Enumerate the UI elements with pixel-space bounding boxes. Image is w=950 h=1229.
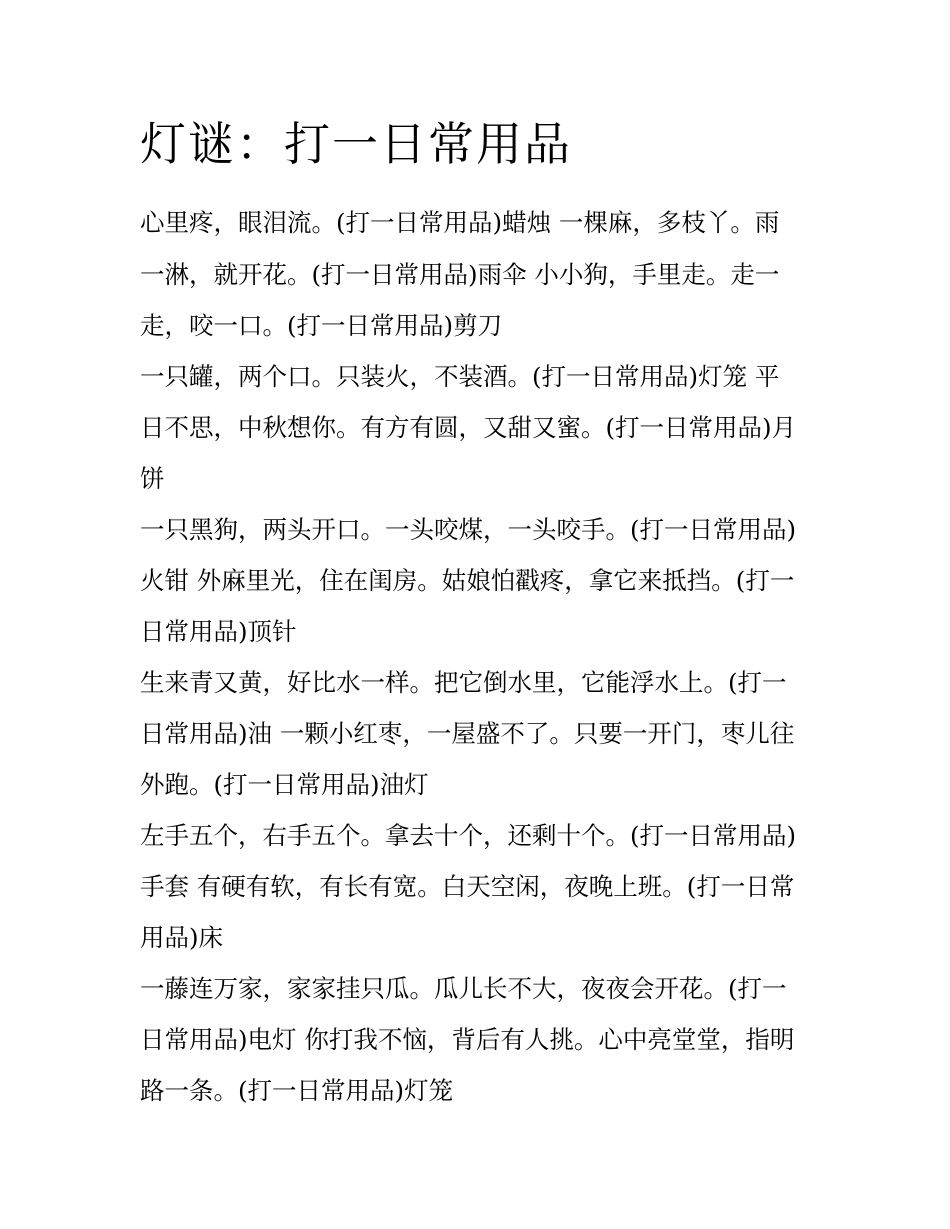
text-line: 走，咬一口。(打一日常用品)剪刀 <box>140 311 503 340</box>
text-line: 火钳 外麻里光，住在闺房。姑娘怕戳疼，拿它来抵挡。(打一 <box>140 566 795 595</box>
text-line: 路一条。(打一日常用品)灯笼 <box>140 1076 454 1105</box>
text-line: 日常用品)电灯 你打我不恼，背后有人挑。心中亮堂堂，指明 <box>140 1025 795 1054</box>
text-line: 饼 <box>140 464 165 493</box>
text-line: 一藤连万家，家家挂只瓜。瓜儿长不大，夜夜会开花。(打一 <box>140 974 787 1003</box>
text-line: 外跑。(打一日常用品)油灯 <box>140 770 429 799</box>
text-line: 心里疼，眼泪流。(打一日常用品)蜡烛 一棵麻，多枝丫。雨 <box>140 208 780 237</box>
text-line: 手套 有硬有软，有长有宽。白天空闲，夜晚上班。(打一日常 <box>140 872 795 901</box>
text-line: 一淋，就开花。(打一日常用品)雨伞 小小狗，手里走。走一 <box>140 260 780 289</box>
text-line: 左手五个，右手五个。拿去十个，还剩十个。(打一日常用品) <box>140 821 797 850</box>
text-line: 一只罐，两个口。只装火，不装酒。(打一日常用品)灯笼 平 <box>140 362 780 391</box>
text-line: 日不思，中秋想你。有方有圆，又甜又蜜。(打一日常用品)月 <box>140 413 797 442</box>
text-line: 生来青又黄，好比水一样。把它倒水里，它能浮水上。(打一 <box>140 668 787 697</box>
text-line: 日常用品)油 一颗小红枣，一屋盛不了。只要一开门，枣儿往 <box>140 719 795 748</box>
text-line: 一只黑狗，两头开口。一头咬煤，一头咬手。(打一日常用品) <box>140 515 797 544</box>
text-line: 日常用品)顶针 <box>140 617 297 646</box>
page-title: 灯谜：打一日常用品 <box>140 117 572 171</box>
text-line: 用品)床 <box>140 923 224 952</box>
